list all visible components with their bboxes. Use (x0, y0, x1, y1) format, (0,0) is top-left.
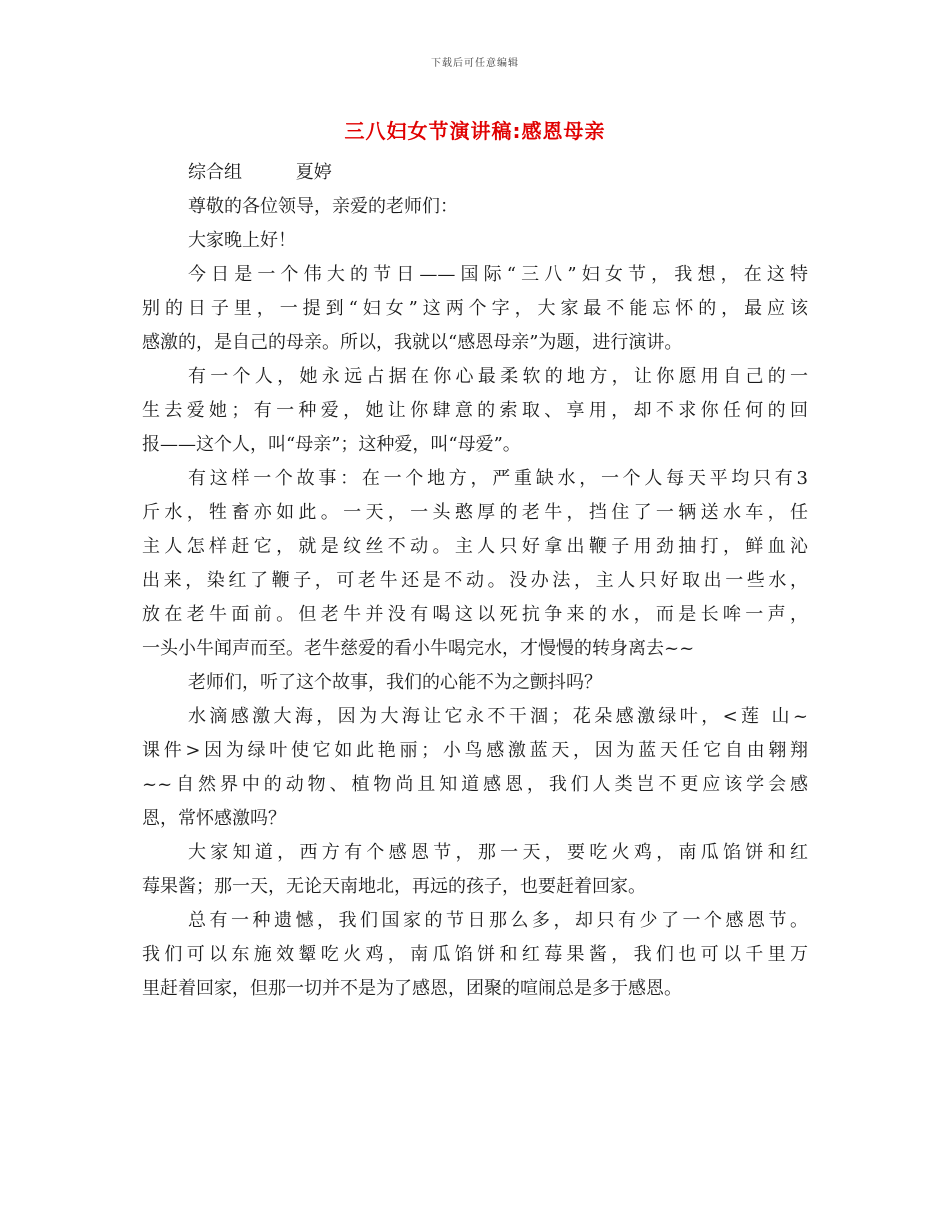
paragraph (142, 190, 808, 224)
paragraph (142, 258, 808, 360)
paragraph (142, 666, 808, 700)
paragraph-line: 大家知道，西方有个感恩节，那一天，要吃火鸡，南瓜馅饼和红 (188, 842, 808, 863)
paragraph-line: 莓果酱；那一天，无论天南地北，再远的孩子，也要赶着回家。 (142, 876, 646, 897)
paragraph-line: 出来，染红了鞭子，可老牛还是不动。没办法，主人只好取出一些水， (142, 570, 808, 591)
paragraph-line: 别的日子里，一提到“妇女”这两个字，大家最不能忘怀的，最应该 (142, 298, 808, 319)
paragraph-line: 放在老牛面前。但老牛并没有喝这以死抗争来的水，而是长哞一声， (142, 604, 808, 625)
paragraph-line: 感激的，是自己的母亲。所以，我就以“感恩母亲”为题，进行演讲。 (142, 332, 683, 353)
paragraph-line: 大家晚上好！ (188, 230, 296, 251)
paragraph-line: 总有一种遗憾，我们国家的节日那么多，却只有少了一个感恩节。 (188, 910, 808, 931)
paragraph (142, 700, 808, 836)
paragraph-list (142, 190, 808, 1006)
paragraph-line: 今日是一个伟大的节日——国际“三八”妇女节，我想，在这特 (188, 264, 808, 285)
paragraph-line: 生去爱她；有一种爱，她让你肆意的索取、享用，却不求你任何的回 (142, 400, 808, 421)
paragraph (142, 836, 808, 904)
paragraph-line: ~~自然界中的动物、植物尚且知道感恩，我们人类岂不更应该学会感 (142, 774, 808, 795)
paragraph-line: 课件>因为绿叶使它如此艳丽；小鸟感激蓝天，因为蓝天任它自由翱翔 (142, 740, 808, 761)
paragraph-line: 老师们，听了这个故事，我们的心能不为之颤抖吗？ (188, 672, 602, 693)
byline-group: 综合组 (188, 162, 242, 183)
paragraph (142, 904, 808, 1006)
byline (142, 156, 808, 190)
paragraph-line: 我们可以东施效颦吃火鸡，南瓜馅饼和红莓果酱，我们也可以千里万 (142, 944, 808, 965)
paragraph-line: 一头小牛闻声而至。老牛慈爱的看小牛喝完水，才慢慢的转身离去~~ (142, 638, 695, 659)
paragraph-line: 里赶着回家，但那一切并不是为了感恩，团聚的喧闹总是多于感恩。 (142, 978, 682, 999)
paragraph-line: 有一个人，她永远占据在你心最柔软的地方，让你愿用自己的一 (188, 366, 808, 387)
paragraph-line: 报——这个人，叫“母亲”；这种爱，叫“母爱”。 (142, 434, 521, 455)
paragraph-line: 恩，常怀感激吗？ (142, 808, 286, 829)
paragraph (142, 224, 808, 258)
paragraph-line: 有这样一个故事：在一个地方，严重缺水，一个人每天平均只有3 (188, 468, 808, 489)
byline-author: 夏婷 (295, 162, 332, 183)
paragraph (142, 360, 808, 462)
paragraph-line: 尊敬的各位领导，亲爱的老师们： (188, 196, 458, 217)
header-note: 下载后可任意编辑 (431, 58, 519, 69)
paragraph (142, 462, 808, 666)
paragraph-line: 水滴感激大海，因为大海让它永不干涸；花朵感激绿叶，<莲 山~ (188, 706, 808, 727)
document-title: 三八妇女节演讲稿:感恩母亲 (344, 119, 606, 143)
paragraph-line: 斤水，牲畜亦如此。一天，一头憨厚的老牛，挡住了一辆送水车，任 (142, 502, 808, 523)
paragraph-line: 主人怎样赶它，就是纹丝不动。主人只好拿出鞭子用劲抽打，鲜血沁 (142, 536, 808, 557)
document-body (142, 156, 808, 1006)
